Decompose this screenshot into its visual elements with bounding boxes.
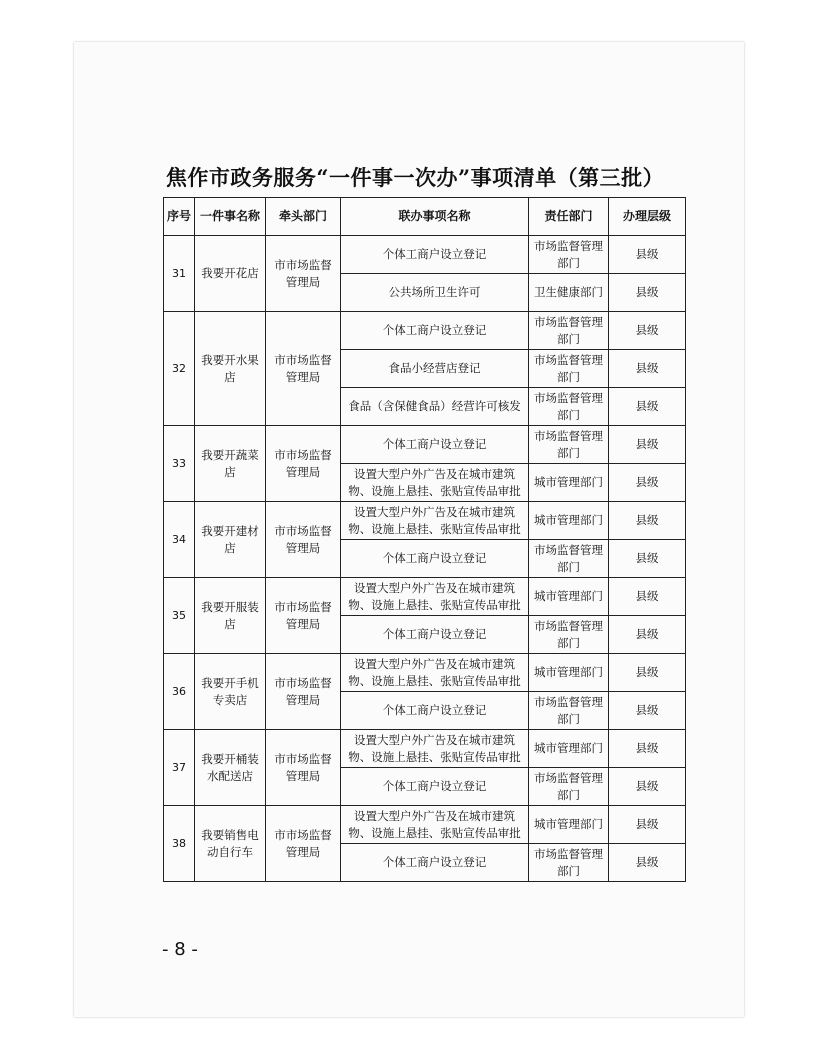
responsible-dept-cell: 城市管理部门 (529, 730, 609, 768)
matter-cell: 设置大型户外广告及在城市建筑物、设施上悬挂、张贴宣传品审批 (341, 654, 529, 692)
responsible-dept-cell: 市场监督管理部门 (529, 540, 609, 578)
matter-cell: 设置大型户外广告及在城市建筑物、设施上悬挂、张贴宣传品审批 (341, 730, 529, 768)
seq-cell: 38 (164, 806, 195, 882)
matter-cell: 设置大型户外广告及在城市建筑物、设施上悬挂、张贴宣传品审批 (341, 806, 529, 844)
header-lead: 牵头部门 (266, 198, 341, 236)
level-cell: 县级 (609, 578, 686, 616)
responsible-dept-cell: 市场监督管理部门 (529, 236, 609, 274)
lead-dept-cell: 市市场监督管理局 (266, 578, 341, 654)
responsible-dept-cell: 城市管理部门 (529, 806, 609, 844)
table-row (164, 312, 686, 350)
seq-cell: 34 (164, 502, 195, 578)
level-cell: 县级 (609, 768, 686, 806)
item-name-cell: 我要开水果店 (195, 312, 266, 426)
page-number: - 8 - (162, 939, 198, 960)
seq-cell: 33 (164, 426, 195, 502)
matter-cell: 个体工商户设立登记 (341, 692, 529, 730)
seq-cell: 35 (164, 578, 195, 654)
responsible-dept-cell: 市场监督管理部门 (529, 426, 609, 464)
table-row (164, 426, 686, 464)
table-row (164, 730, 686, 768)
level-cell: 县级 (609, 844, 686, 882)
level-cell: 县级 (609, 350, 686, 388)
responsible-dept-cell: 卫生健康部门 (529, 274, 609, 312)
responsible-dept-cell: 市场监督管理部门 (529, 616, 609, 654)
responsible-dept-cell: 城市管理部门 (529, 654, 609, 692)
header-matter: 联办事项名称 (341, 198, 529, 236)
matter-cell: 设置大型户外广告及在城市建筑物、设施上悬挂、张贴宣传品审批 (341, 464, 529, 502)
seq-cell: 32 (164, 312, 195, 426)
level-cell: 县级 (609, 502, 686, 540)
matter-cell: 设置大型户外广告及在城市建筑物、设施上悬挂、张贴宣传品审批 (341, 502, 529, 540)
level-cell: 县级 (609, 388, 686, 426)
item-name-cell: 我要开手机专卖店 (195, 654, 266, 730)
table-row (164, 654, 686, 692)
lead-dept-cell: 市市场监督管理局 (266, 236, 341, 312)
table-row (164, 806, 686, 844)
matter-cell: 个体工商户设立登记 (341, 844, 529, 882)
item-name-cell: 我要销售电动自行车 (195, 806, 266, 882)
lead-dept-cell: 市市场监督管理局 (266, 730, 341, 806)
lead-dept-cell: 市市场监督管理局 (266, 502, 341, 578)
header-dept: 责任部门 (529, 198, 609, 236)
responsible-dept-cell: 市场监督管理部门 (529, 350, 609, 388)
level-cell: 县级 (609, 236, 686, 274)
matters-table (163, 197, 686, 882)
matter-cell: 食品小经营店登记 (341, 350, 529, 388)
responsible-dept-cell: 城市管理部门 (529, 502, 609, 540)
item-name-cell: 我要开蔬菜店 (195, 426, 266, 502)
level-cell: 县级 (609, 464, 686, 502)
table-header-row (164, 198, 686, 236)
matter-cell: 个体工商户设立登记 (341, 768, 529, 806)
seq-cell: 37 (164, 730, 195, 806)
table-body (164, 236, 686, 882)
document-title: 焦作市政务服务“一件事一次办”事项清单（第三批） (165, 165, 665, 190)
table-row (164, 236, 686, 274)
item-name-cell: 我要开服装店 (195, 578, 266, 654)
level-cell: 县级 (609, 540, 686, 578)
level-cell: 县级 (609, 654, 686, 692)
level-cell: 县级 (609, 312, 686, 350)
matter-cell: 食品（含保健食品）经营许可核发 (341, 388, 529, 426)
responsible-dept-cell: 城市管理部门 (529, 578, 609, 616)
level-cell: 县级 (609, 806, 686, 844)
matter-cell: 个体工商户设立登记 (341, 312, 529, 350)
responsible-dept-cell: 市场监督管理部门 (529, 768, 609, 806)
matter-cell: 个体工商户设立登记 (341, 236, 529, 274)
header-level: 办理层级 (609, 198, 686, 236)
responsible-dept-cell: 市场监督管理部门 (529, 844, 609, 882)
level-cell: 县级 (609, 274, 686, 312)
matter-cell: 公共场所卫生许可 (341, 274, 529, 312)
matter-cell: 个体工商户设立登记 (341, 540, 529, 578)
item-name-cell: 我要开桶装水配送店 (195, 730, 266, 806)
level-cell: 县级 (609, 616, 686, 654)
responsible-dept-cell: 市场监督管理部门 (529, 312, 609, 350)
level-cell: 县级 (609, 426, 686, 464)
lead-dept-cell: 市市场监督管理局 (266, 312, 341, 426)
responsible-dept-cell: 市场监督管理部门 (529, 388, 609, 426)
item-name-cell: 我要开建材店 (195, 502, 266, 578)
table-row (164, 502, 686, 540)
seq-cell: 31 (164, 236, 195, 312)
matter-cell: 个体工商户设立登记 (341, 616, 529, 654)
matter-cell: 个体工商户设立登记 (341, 426, 529, 464)
responsible-dept-cell: 市场监督管理部门 (529, 692, 609, 730)
header-name: 一件事名称 (195, 198, 266, 236)
seq-cell: 36 (164, 654, 195, 730)
table-row (164, 578, 686, 616)
level-cell: 县级 (609, 692, 686, 730)
header-seq: 序号 (164, 198, 195, 236)
item-name-cell: 我要开花店 (195, 236, 266, 312)
responsible-dept-cell: 城市管理部门 (529, 464, 609, 502)
matter-cell: 设置大型户外广告及在城市建筑物、设施上悬挂、张贴宣传品审批 (341, 578, 529, 616)
lead-dept-cell: 市市场监督管理局 (266, 654, 341, 730)
level-cell: 县级 (609, 730, 686, 768)
lead-dept-cell: 市市场监督管理局 (266, 426, 341, 502)
lead-dept-cell: 市市场监督管理局 (266, 806, 341, 882)
